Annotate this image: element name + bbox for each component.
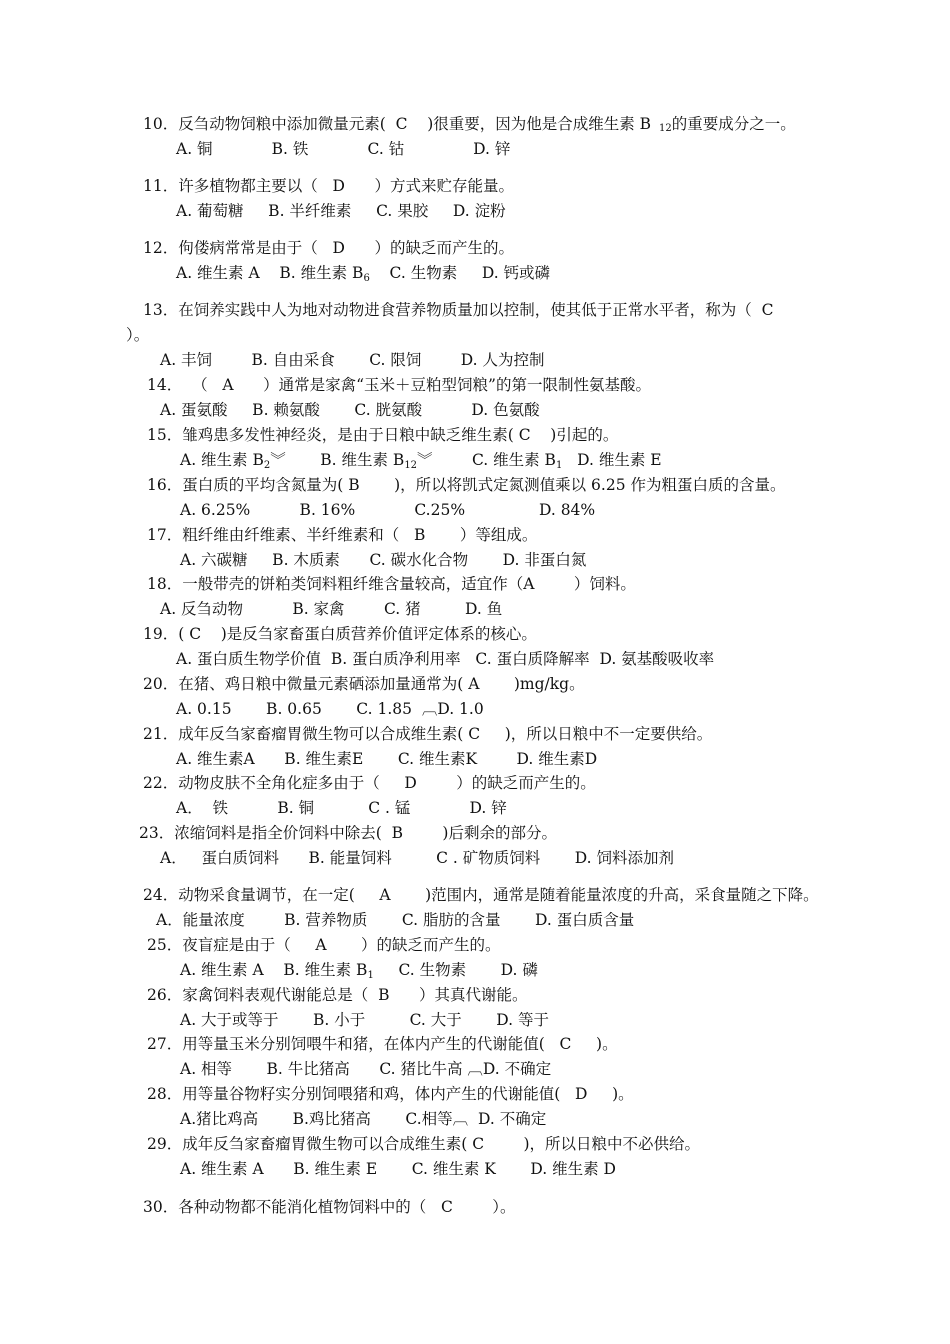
options-14: A. 蛋氨酸 B. 赖氨酸 C. 胱氨酸 D. 色氨酸 — [160, 401, 540, 419]
question-30: 30．各种动物都不能消化植物饲料中的（ C ）。 — [143, 1198, 516, 1216]
question-10: 10．反刍动物饲粮中添加微量元素( C )很重要，因为他是合成维生素 B 12的重要成分之一。 — [143, 115, 796, 134]
options-16: A. 6.25% B. 16% C.25% D. 84% — [180, 501, 596, 519]
question-13: 13．在饲养实践中人为地对动物进食营养物质量加以控制，使其低于正常水平者，称为（ C — [143, 301, 774, 319]
question-26: 26．家禽饲料表观代谢能总是（ B ）其真代谢能。 — [147, 986, 528, 1004]
options-26: A. 大于或等于 B. 小于 C. 大于 D. 等于 — [180, 1011, 550, 1029]
options-22: A． 铁 B. 铜 C . 锰 D. 锌 — [176, 799, 507, 817]
options-17: A. 六碳糖 B. 木质素 C. 碳水化合物 D. 非蛋白氮 — [180, 551, 587, 569]
options-21: A. 维生素A B. 维生素E C. 维生素K D. 维生素D — [176, 750, 598, 768]
question-28: 28．用等量谷物籽实分别饲喂猪和鸡，体内产生的代谢能值( D )。 — [147, 1085, 634, 1103]
options-20: A. 0.15 B. 0.65 C. 1.85 ︹D. 1.0 — [176, 700, 484, 718]
question-22: 22．动物皮肤不全角化症多由于（ D ）的缺乏而产生的。 — [143, 774, 596, 792]
options-12: A. 维生素 A B. 维生素 $B_6$ C. 生物素 D. 钙或磷 — [176, 264, 551, 284]
options-18: A. 反刍动物 B. 家禽 C. 猪 D. 鱼 — [160, 600, 503, 618]
question-25: 25．夜盲症是由于（ A ）的缺乏而产生的。 — [147, 936, 501, 954]
question-18: 18．一般带壳的饼粕类饲料粗纤维含量较高，适宜作（A ）饲料。 — [147, 575, 636, 593]
options-15: A. 维生素 $B_2︾$ B. 维生素 $B_{12}︾$ C. 维生素 $B_1$ D. 维生素 E — [180, 451, 662, 471]
options-29: A. 维生素 A B. 维生素 E C. 维生素 K D. 维生素 D — [180, 1160, 616, 1178]
question-15: 15．雏鸡患多发性神经炎，是由于日粮中缺乏维生素( C )引起的。 — [147, 426, 619, 444]
question-20: 20．在猪、鸡日粮中微量元素硒添加量通常为( A )mg/kg。 — [143, 675, 585, 693]
options-28: A.猪比鸡高 B.鸡比猪高 C.相等︹ D. 不确定 — [180, 1110, 547, 1128]
options-23: A． 蛋白质饲料 B. 能量饲料 C . 矿物质饲料 D. 饲料添加剂 — [160, 849, 674, 867]
options-19: A. 蛋白质生物学价值 B. 蛋白质净利用率 C. 蛋白质降解率 D. 氨基酸吸收率 — [176, 650, 715, 668]
question-19: 19．( C )是反刍家畜蛋白质营养价值评定体系的核心。 — [143, 625, 537, 643]
question-21: 21．成年反刍家畜瘤胃微生物可以合成维生素( C )，所以日粮中不一定要供给。 — [143, 725, 713, 743]
question-27: 27．用等量玉米分别饲喂牛和猪，在体内产生的代谢能值( C )。 — [147, 1035, 618, 1053]
question-29: 29．成年反刍家畜瘤胃微生物可以合成维生素( C )，所以日粮中不必供给。 — [147, 1135, 701, 1153]
question-23: 23．浓缩饲料是指全价饲料中除去( B )后剩余的部分。 — [139, 824, 557, 842]
options-25: A. 维生素 A B. 维生素 $B_1$ C. 生物素 D. 磷 — [180, 961, 538, 981]
options-13: A. 丰饲 B. 自由采食 C. 限饲 D. 人为控制 — [160, 351, 545, 369]
question-11: 11．许多植物都主要以（ D ）方式来贮存能量。 — [143, 177, 514, 195]
question-17: 17．粗纤维由纤维素、半纤维素和（ B ）等组成。 — [147, 526, 538, 544]
options-24: A．能量浓度 B. 营养物质 C. 脂肪的含量 D. 蛋白质含量 — [156, 911, 635, 929]
question-24: 24．动物采食量调节，在一定( A )范围内，通常是随着能量浓度的升高，采食量随之下降。 — [143, 886, 819, 904]
options-11: A. 葡萄糖 B. 半纤维素 C. 果胶 D. 淀粉 — [176, 202, 506, 220]
question-12: 12．佝偻病常常是由于（ D ）的缺乏而产生的。 — [143, 239, 514, 257]
question-16: 16．蛋白质的平均含氮量为( B )，所以将凯式定氮测值乘以 6.25 作为粗蛋白质的含量。 — [147, 476, 786, 494]
options-27: A. 相等 B. 牛比猪高 C. 猪比牛高 ︹D. 不确定 — [180, 1060, 552, 1078]
options-10: A. 铜 B. 铁 C. 钴 D. 锌 — [176, 140, 511, 158]
question-13-cont: ）。 — [126, 326, 150, 344]
question-14: 14． （ A ）通常是家禽“玉米＋豆粕型饲粮”的第一限制性氨基酸。 — [147, 376, 651, 394]
